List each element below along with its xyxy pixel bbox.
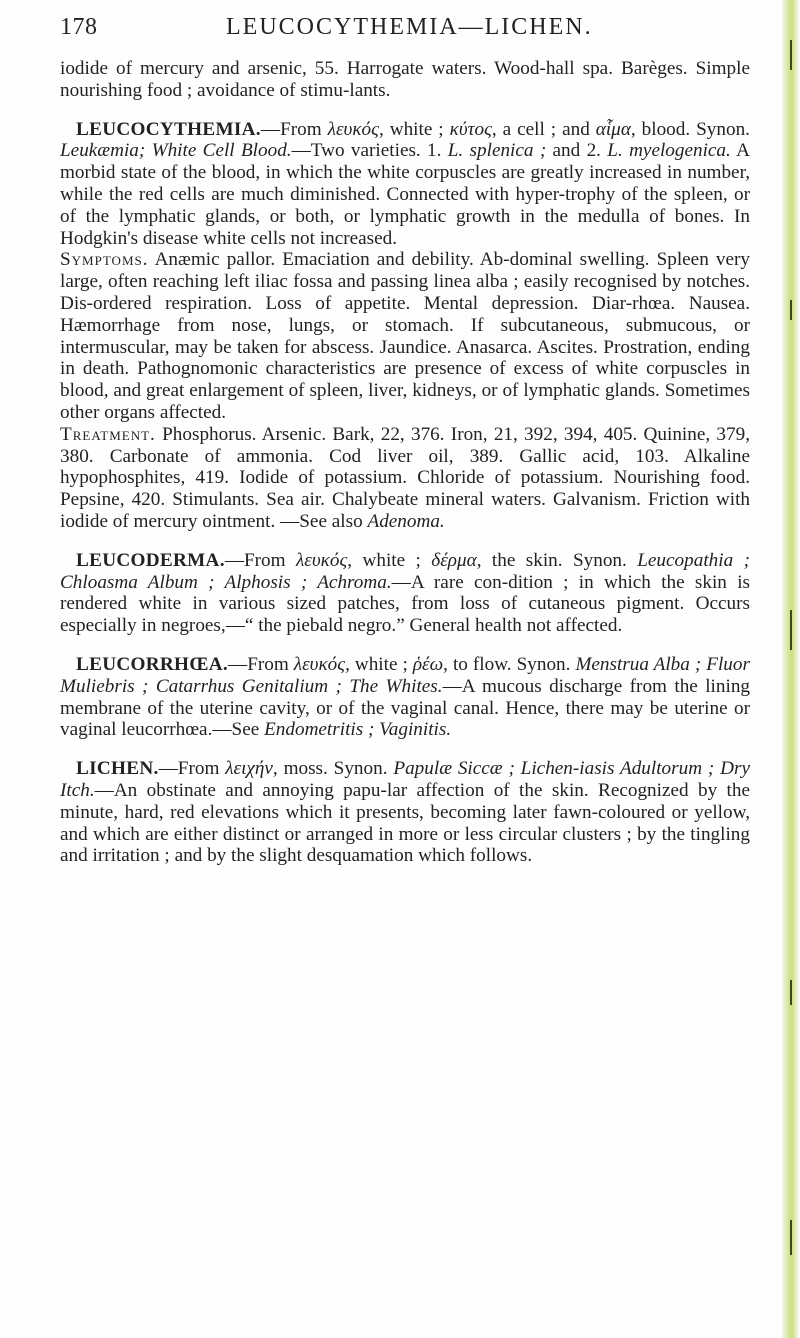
- section-text: Phosphorus. Arsenic. Bark, 22, 376. Iron, 21, 392, 394, 405. Quinine, 379, 380. Carbonate of ammonia. Cod liver oil, 389. Gallic acid, 103. Alkaline hypophosphites, 419. Iodide of potassium. Chloride of potassium. Nourishing food. Pepsine, 420. Stimulants. Sea air. Chalybeate mineral waters. Galvanism. Friction with iodide of mercury ointment. —See also: [60, 423, 750, 532]
- entry-text: , the skin. Synon.: [476, 549, 638, 571]
- entry-text: and 2.: [546, 140, 608, 162]
- headword: LEUCOCYTHEMIA.: [76, 118, 261, 140]
- page-body: [60, 58, 750, 867]
- entry-leucocythemia: [60, 119, 750, 250]
- synonyms: Papulæ Siccæ ; Lichen-iasis Adultorum ; Dry Itch.: [60, 758, 750, 801]
- running-title: LEUCOCYTHEMIA—LICHEN.: [226, 14, 593, 40]
- greek-word: κύτος: [449, 118, 492, 140]
- page-header: [60, 14, 760, 46]
- headword: LEUCODERMA.: [76, 549, 225, 571]
- greek-word: λειχήν: [225, 758, 273, 780]
- cross-reference: Endometritis ; Vaginitis.: [264, 719, 452, 741]
- entry-text: —Two varieties. 1.: [291, 140, 448, 162]
- entry-text: —From: [260, 118, 328, 140]
- headword: LEUCORRHŒA.: [76, 653, 229, 675]
- page-edge: [782, 0, 800, 1338]
- entry-text: , white ;: [378, 118, 450, 140]
- synonyms: Menstrua Alba ; Fluor Muliebris ; Catarrhus Genitalium ; The Whites.: [60, 653, 750, 697]
- entry-text: —From: [224, 549, 296, 571]
- entry-text: , blood. Synon.: [630, 118, 750, 140]
- entry-leucoderma: [60, 550, 750, 637]
- synonyms: Leucopathia ; Chloasma Album ; Alphosis ; Achroma.: [60, 549, 750, 593]
- greek-word: αἷμα: [595, 118, 631, 140]
- symptoms-paragraph: [60, 249, 750, 423]
- entry-lichen: [60, 758, 750, 867]
- greek-word: λευκός: [293, 653, 346, 675]
- entry-text: —An obstinate and annoying papu-lar affection of the skin. Recognized by the minute, hard, red elevations which it presents, becoming later fawn-coloured or yellow, and which are either distinct or arranged in more or less circular clusters ; by the tingling and irritation ; and by the slight desquamation which follows.: [60, 779, 750, 867]
- entry-text: , white ;: [345, 653, 413, 675]
- entry-text: , to flow. Synon.: [443, 653, 576, 675]
- cross-reference: Adenoma.: [367, 510, 445, 532]
- entry-text: A morbid state of the blood, in which the white corpuscles are greatly increased in number, while the red cells are much diminished. Connected with hyper-trophy of the spleen, or of the lymphatic glands, or both, or lymphatic growth in the medulla of bones. In Hodgkin's disease white cells not increased.: [60, 140, 750, 249]
- section-text: Anæmic pallor. Emaciation and debility. Ab-dominal swelling. Spleen very large, often reaching left iliac fossa and passing linea alba ; easily recognised by notches. Dis-ordered respiration. Loss of appetite. Mental depression. Diar-rhœa. Nausea. Hæmorrhage from nose, lungs, or stomach. If subcutaneous, submucous, or intermuscular, may be taken for abscess. Jaundice. Anasarca. Ascites. Prostration, ending in death. Pathognomonic characteristics are presence of excess of white corpuscles in blood, and great enlargement of spleen, liver, kidneys, or of lymphatic glands. Sometimes other organs affected.: [60, 249, 750, 423]
- entry-text: —From: [158, 758, 226, 780]
- greek-word: λευκός: [327, 118, 379, 140]
- section-label: Symptoms.: [60, 249, 149, 271]
- entry-text: —From: [228, 653, 294, 675]
- entry-text: —A mucous discharge from the lining membrane of the uterine cavity, or of the vaginal canal. Hence, there may be uterine or vaginal leucorrhœa.—See: [60, 675, 751, 741]
- treatment-paragraph: [60, 424, 750, 533]
- greek-word: ῥέω: [412, 653, 444, 675]
- intro-paragraph: iodide of mercury and arsenic, 55. Harrogate waters. Wood-hall spa. Barèges. Simple nourishing food ; avoidance of stimu-lants.: [60, 58, 750, 101]
- entry-text: —A rare con-dition ; in which the skin is rendered white in various sized patches, from loss of cutaneous pigment. Occurs especially in negroes,—“ the piebald negro.” General health not affected.: [60, 571, 750, 637]
- variety: L. myelogenica.: [607, 140, 731, 162]
- entry-text: , a cell ; and: [491, 118, 596, 140]
- entry-leucorrhoea: [60, 654, 750, 741]
- headword: LICHEN.: [76, 758, 159, 780]
- greek-word: δέρμα: [431, 549, 477, 571]
- section-label: Treatment.: [60, 423, 156, 445]
- entry-text: , white ;: [347, 549, 432, 571]
- synonyms: Leukæmia; White Cell Blood.: [60, 140, 292, 162]
- greek-word: λευκός: [296, 549, 348, 571]
- entry-text: , moss. Synon.: [272, 758, 394, 780]
- variety: L. splenica ;: [447, 140, 547, 162]
- page-number: 178: [60, 14, 98, 40]
